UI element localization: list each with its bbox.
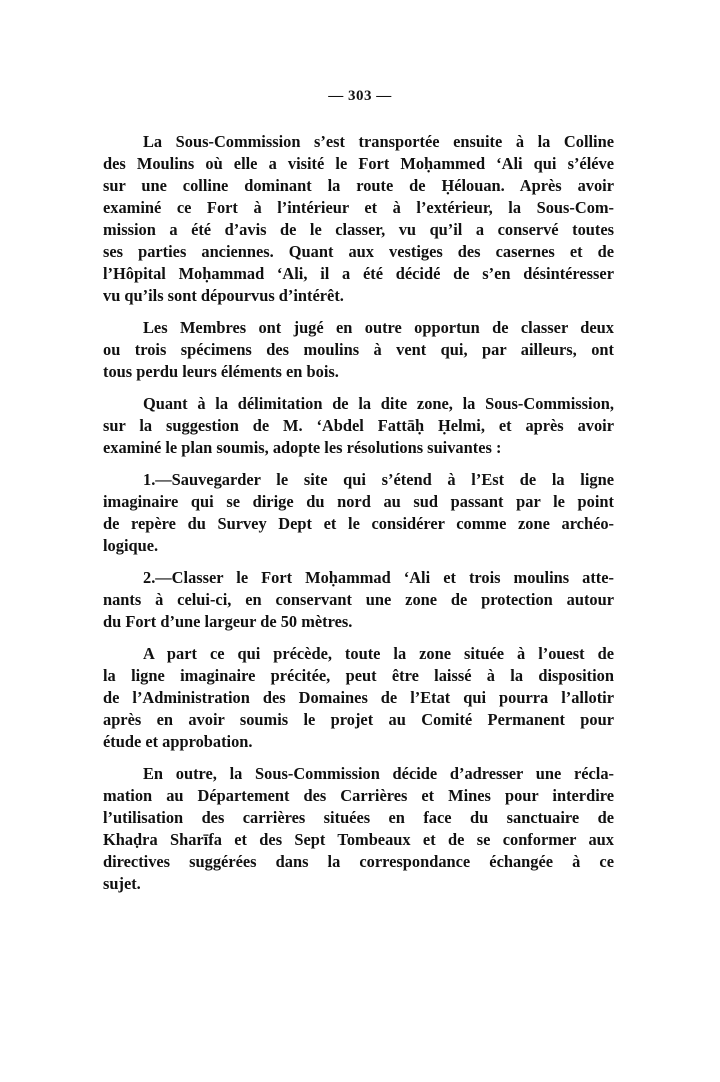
text-line: mation au Département des Carrières et Mines pour interdire (103, 786, 614, 805)
text-line: sur une colline dominant la route de Ḥélouan. Après avoir (103, 176, 614, 195)
text-line: ses parties anciennes. Quant aux vestiges des casernes et de (103, 242, 614, 261)
text-line: nants à celui-ci, en conservant une zone de protection autour (103, 590, 614, 609)
text-line: La Sous-Commission s’est transportée ensuite à la Colline (143, 132, 614, 151)
paragraph (103, 131, 614, 307)
text-line: directives suggérées dans la correspondance échangée à ce (103, 852, 614, 871)
text-line: ou trois spécimens des moulins à vent qui, par ailleurs, ont (103, 340, 614, 359)
text-line: examiné le plan soumis, adopte les résolutions suivantes : (103, 438, 502, 457)
paragraph (103, 643, 614, 753)
text-line: Les Membres ont jugé en outre opportun de classer deux (143, 318, 614, 337)
text-line: sur la suggestion de M. ‘Abdel Fattāḥ Ḥelmi, et après avoir (103, 416, 614, 435)
text-line: après en avoir soumis le projet au Comité Permanent pour (103, 710, 614, 729)
text-line: En outre, la Sous-Commission décide d’adresser une récla- (143, 764, 614, 783)
text-line: Quant à la délimitation de la dite zone, la Sous-Commission, (143, 394, 614, 413)
paragraph (103, 469, 614, 557)
page-number: — 303 — (328, 88, 392, 104)
text-line: Khaḍra Sharīfa et des Sept Tombeaux et de se conformer aux (103, 830, 614, 849)
text-line: de l’Administration des Domaines de l’Etat qui pourra l’allotir (103, 688, 614, 707)
text-line: l’utilisation des carrières situées en face du sanctuaire de (103, 808, 614, 827)
paragraph (103, 393, 614, 459)
paragraph (103, 317, 614, 383)
text-line: du Fort d’une largeur de 50 mètres. (103, 612, 353, 631)
text-line: examiné ce Fort à l’intérieur et à l’extérieur, la Sous-Com- (103, 198, 614, 217)
text-line: des Moulins où elle a visité le Fort Moḥammed ‘Ali qui s’éléve (103, 154, 614, 173)
text-line: la ligne imaginaire précitée, peut être laissé à la disposition (103, 666, 614, 685)
text-line: tous perdu leurs éléments en bois. (103, 362, 339, 381)
text-line: l’Hôpital Moḥammad ‘Ali, il a été décidé de s’en désintéresser (103, 264, 614, 283)
text-line: logique. (103, 536, 159, 555)
text-line: 2.—Classer le Fort Moḥammad ‘Ali et trois moulins atte- (143, 568, 614, 587)
text-line: 1.—Sauvegarder le site qui s’étend à l’Est de la ligne (143, 470, 614, 489)
text-line: vu qu’ils sont dépourvus d’intérêt. (103, 286, 344, 305)
text-line: de repère du Survey Dept et le considérer comme zone archéo- (103, 514, 614, 533)
text-line: A part ce qui précède, toute la zone située à l’ouest de (143, 644, 614, 663)
body-text (103, 131, 614, 895)
text-line: imaginaire qui se dirige du nord au sud passant par le point (103, 492, 614, 511)
text-line: sujet. (103, 874, 141, 893)
text-line: mission a été d’avis de le classer, vu qu’il a conservé toutes (103, 220, 614, 239)
text-line: étude et approbation. (103, 732, 253, 751)
paragraph (103, 763, 614, 895)
paragraph (103, 567, 614, 633)
